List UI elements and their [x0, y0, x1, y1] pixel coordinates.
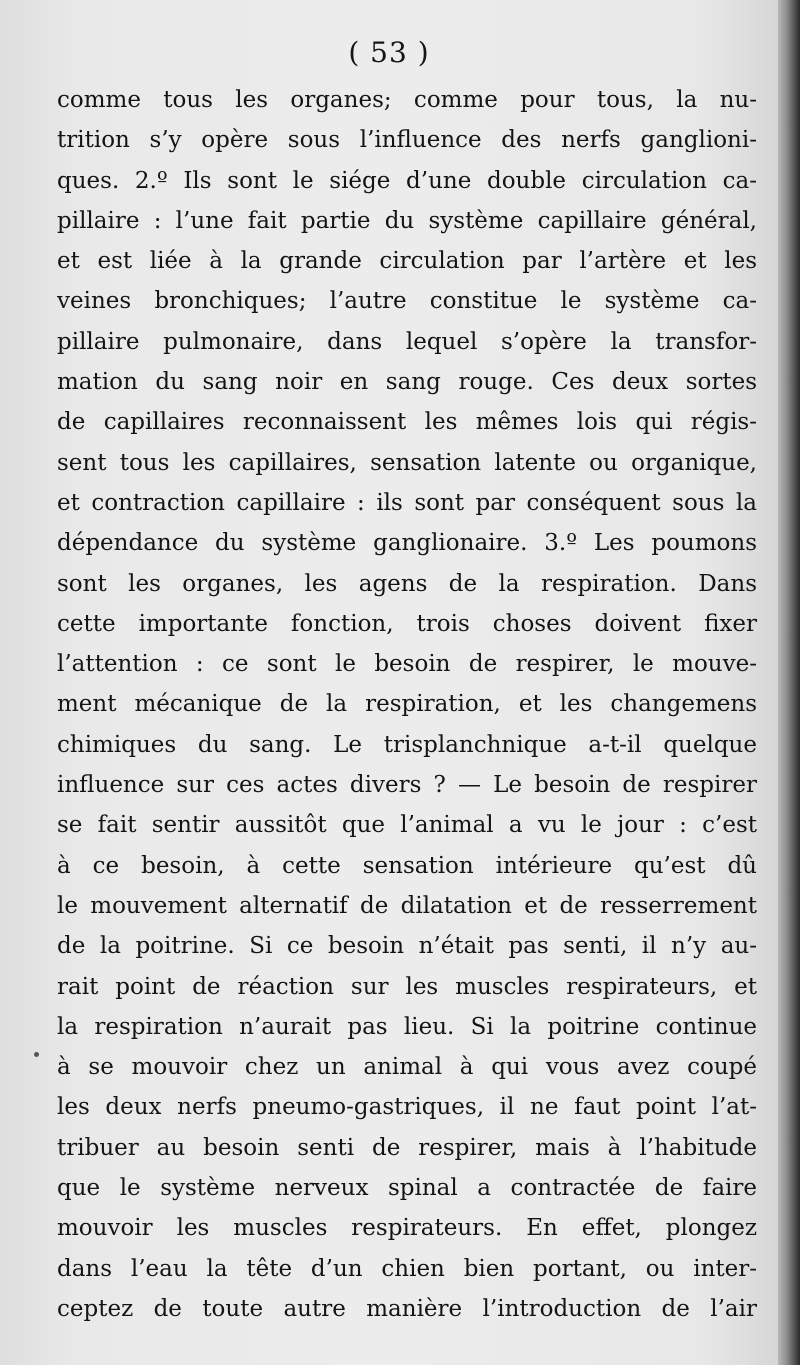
text-line: pillaire pulmonaire, dans lequel s’opère la transfor- — [57, 328, 757, 355]
text-line: chimiques du sang. Le trisplanchnique a-t-il quelque — [57, 731, 757, 758]
text-line: trition s’y opère sous l’influence des nerfs ganglioni- — [57, 127, 757, 154]
text-line: ment mécanique de la respiration, et les changemens — [57, 691, 757, 718]
text-line: de capillaires reconnaissent les mêmes lois qui régis- — [57, 409, 757, 436]
text-line: tribuer au besoin senti de respirer, mais à l’habitude — [57, 1134, 757, 1161]
text-line: mouvoir les muscles respirateurs. En effet, plongez — [57, 1215, 757, 1242]
page-edge-shadow — [778, 0, 800, 1365]
text-line: dans l’eau la tête d’un chien bien portant, ou inter- — [57, 1255, 757, 1282]
text-line: ceptez de toute autre manière l’introduction de l’air — [57, 1295, 757, 1322]
text-line: à se mouvoir chez un animal à qui vous avez coupé — [57, 1054, 757, 1081]
text-line: rait point de réaction sur les muscles respirateurs, et — [57, 973, 757, 1000]
text-line: mation du sang noir en sang rouge. Ces deux sortes — [57, 369, 757, 396]
text-line: et contraction capillaire : ils sont par conséquent sous la — [57, 489, 757, 516]
text-line: veines bronchiques; l’autre constitue le système ca- — [57, 288, 757, 315]
text-line: à ce besoin, à cette sensation intérieure qu’est dû — [57, 852, 757, 879]
text-line: comme tous les organes; comme pour tous, la nu- — [57, 87, 757, 113]
page-number: ( 53 ) — [348, 36, 430, 69]
text-line: et est liée à la grande circulation par l’artère et les — [57, 248, 757, 275]
text-line: influence sur ces actes divers ? — Le besoin de respirer — [57, 772, 757, 799]
ink-speck — [34, 1052, 39, 1057]
text-line: l’attention : ce sont le besoin de respirer, le mouve- — [57, 651, 757, 678]
text-line: pillaire : l’une fait partie du système capillaire général, — [57, 207, 757, 234]
text-line: se fait sentir aussitôt que l’animal a vu le jour : c’est — [57, 812, 757, 839]
text-line: de la poitrine. Si ce besoin n’était pas senti, il n’y au- — [57, 933, 757, 960]
text-line: dépendance du système ganglionaire. 3.º Les poumons — [57, 530, 757, 557]
text-line: les deux nerfs pneumo-gastriques, il ne faut point l’at- — [57, 1094, 757, 1121]
text-line: ques. 2.º Ils sont le siége d’une double circulation ca- — [57, 167, 757, 194]
text-line: que le système nerveux spinal a contractée de faire — [57, 1175, 757, 1202]
text-line: le mouvement alternatif de dilatation et de resserrement — [57, 892, 757, 919]
text-line: sont les organes, les agens de la respiration. Dans — [57, 570, 757, 597]
text-line: sent tous les capillaires, sensation latente ou organique, — [57, 449, 757, 476]
body-text — [57, 80, 757, 1329]
text-line: la respiration n’aurait pas lieu. Si la poitrine continue — [57, 1013, 757, 1040]
text-line: cette importante fonction, trois choses doivent fixer — [57, 610, 757, 637]
